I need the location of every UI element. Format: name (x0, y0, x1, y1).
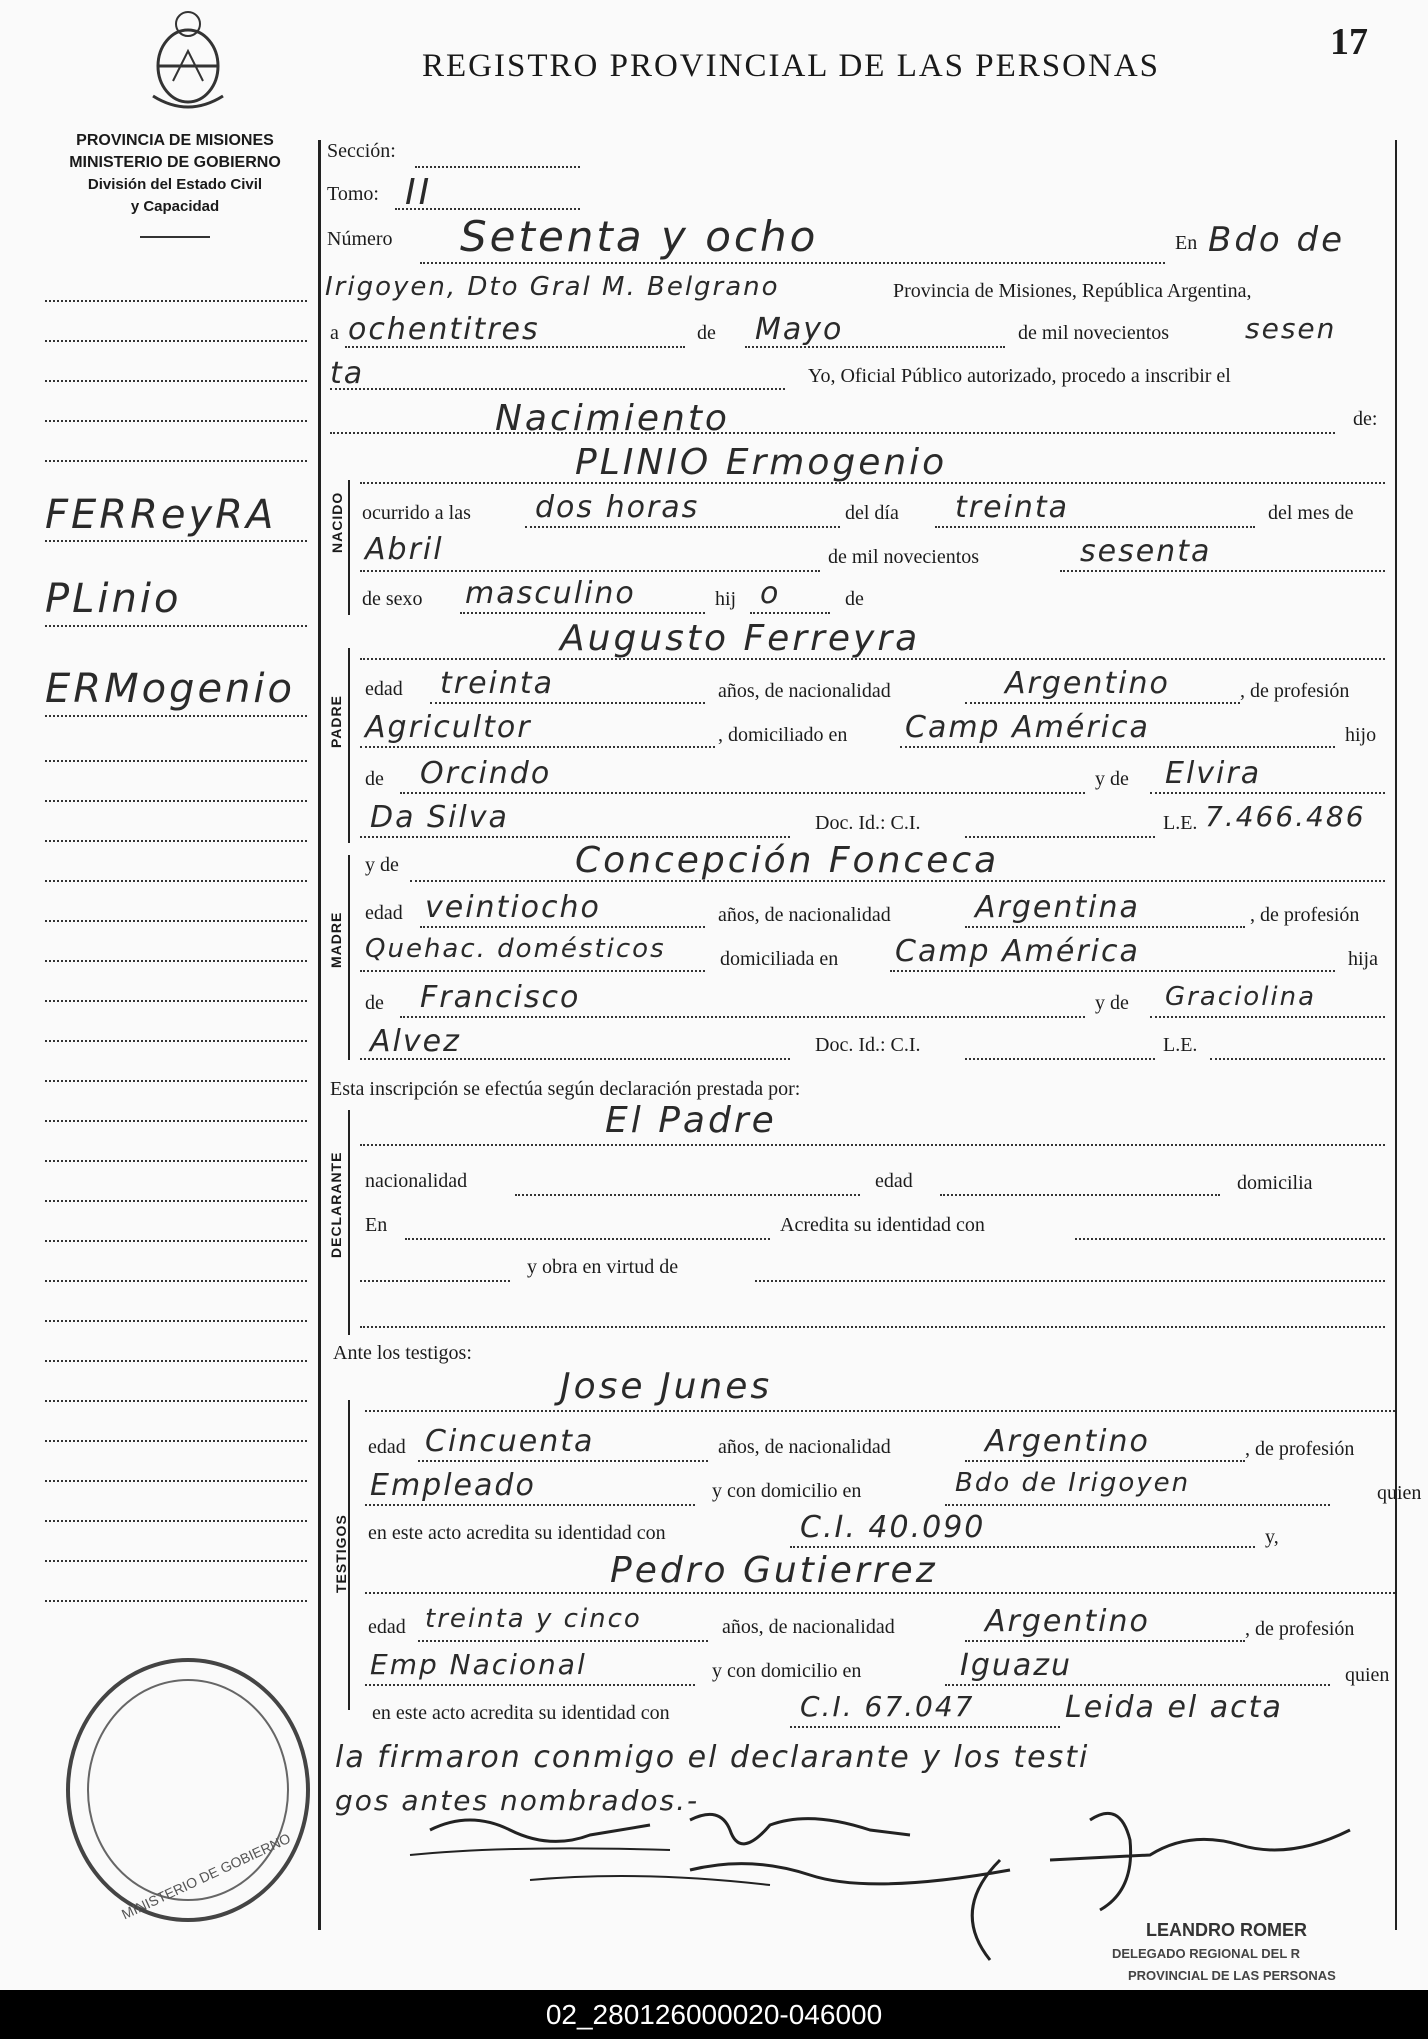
field-line (965, 836, 1155, 838)
margin-line (45, 960, 307, 962)
label-anios-nac: años, de nacionalidad (718, 680, 891, 702)
margin-line (45, 1480, 307, 1482)
field-line (360, 1144, 1385, 1146)
label-y-de: y de (365, 854, 399, 876)
field-line (750, 612, 830, 614)
field-line (360, 570, 820, 572)
field-line (415, 166, 580, 168)
label-edad: edad (875, 1170, 913, 1192)
value-madre-madre2: Alvez (370, 1024, 461, 1059)
field-line (890, 970, 1335, 972)
issuer-line: PROVINCIA DE MISIONES (76, 132, 274, 149)
value-padre-dom: Camp América (905, 710, 1150, 745)
value-padre-madre: Elvira (1165, 756, 1262, 791)
margin-line (45, 1400, 307, 1402)
official-title: PROVINCIAL DE LAS PERSONAS (1128, 1968, 1336, 1983)
section-bracket (348, 648, 350, 843)
value-hora: dos horas (535, 490, 700, 525)
label-testigos: Ante los testigos: (333, 1342, 472, 1364)
label-de: de (697, 322, 716, 344)
field-line (418, 1460, 708, 1462)
field-line (330, 388, 785, 390)
label-a: a (330, 322, 339, 344)
margin-line (45, 1000, 307, 1002)
label-profesion: , de profesión (1250, 904, 1360, 926)
label-doc: Doc. Id.: C.I. (815, 812, 921, 834)
field-line (1150, 1016, 1385, 1018)
field-line (360, 970, 705, 972)
page-title: REGISTRO PROVINCIAL DE LAS PERSONAS (422, 48, 1161, 84)
label-edad: edad (368, 1616, 406, 1638)
label-doc: Doc. Id.: C.I. (815, 1034, 921, 1056)
official-title: DELEGADO REGIONAL DEL R (1112, 1946, 1301, 1961)
value-t2-edad: treinta y cinco (425, 1604, 642, 1634)
label-ocurrido: ocurrido a las (362, 502, 471, 524)
field-line (360, 658, 1385, 660)
value-t2-prof: Emp Nacional (370, 1648, 587, 1681)
value-madre-edad: veintiocho (425, 890, 601, 925)
field-line (1210, 1058, 1385, 1060)
margin-line (45, 1600, 307, 1602)
field-line (965, 1640, 1245, 1642)
margin-line (45, 920, 307, 922)
label-con-dom: y con domicilio en (712, 1480, 862, 1502)
field-line (360, 1280, 510, 1282)
margin-line (45, 300, 307, 302)
field-line (460, 612, 705, 614)
margin-surname: FERReyRA (45, 492, 277, 538)
field-line (405, 1238, 770, 1240)
field-line (515, 1194, 860, 1196)
value-t2-doc: C.I. 67.047 (800, 1690, 975, 1723)
section-padre: PADRE (328, 695, 344, 748)
file-id-footer: 02_280126000020-046000 (0, 1990, 1428, 2039)
field-line (420, 262, 1165, 264)
label-con-dom: y con domicilio en (712, 1660, 862, 1682)
margin-line (45, 1240, 307, 1242)
label-acto: en este acto acredita su identidad con (372, 1702, 670, 1724)
margin-line (45, 540, 307, 542)
field-line (365, 1504, 695, 1506)
margin-line (45, 340, 307, 342)
issuer-line: y Capacidad (130, 198, 220, 215)
label-le: L.E. (1163, 1034, 1198, 1056)
value-acto: Nacimiento (495, 398, 730, 439)
label-profesion: , de profesión (1245, 1618, 1355, 1640)
value-anio-cont: ta (330, 356, 365, 391)
label-yo: Yo, Oficial Público autorizado, procedo a inscribir el (808, 365, 1231, 387)
label-le: L.E. (1163, 812, 1198, 834)
value-testigo2: Pedro Gutierrez (610, 1550, 938, 1591)
field-line (1075, 1238, 1385, 1240)
section-bracket (348, 1110, 350, 1335)
margin-line (45, 460, 307, 462)
margin-name: ERMogenio (45, 666, 295, 712)
field-line (965, 1460, 1245, 1462)
section-nacido: NACIDO (329, 491, 345, 553)
field-line (790, 1546, 1255, 1548)
field-line (745, 346, 1005, 348)
field-line (400, 792, 1085, 794)
section-declarante: DECLARANTE (328, 1151, 344, 1258)
value-t1-dom: Bdo de Irigoyen (955, 1468, 1191, 1498)
margin-line (45, 1040, 307, 1042)
label-provincia: Provincia de Misiones, República Argentina, (893, 280, 1252, 302)
section-bracket (348, 480, 350, 615)
value-padre-le: 7.466.486 (1205, 800, 1366, 833)
margin-line (45, 1120, 307, 1122)
field-line (945, 1504, 1330, 1506)
label-del-mes: del mes de (1268, 502, 1354, 524)
field-line (410, 880, 1385, 882)
field-line (330, 432, 1335, 434)
value-sexo: masculino (465, 576, 636, 611)
field-line (365, 1684, 695, 1686)
margin-line (45, 800, 307, 802)
official-name: LEANDRO ROMER (1146, 1920, 1307, 1940)
value-declarante: El Padre (605, 1100, 777, 1141)
label-profesion: , de profesión (1240, 680, 1350, 702)
field-line (935, 526, 1255, 528)
margin-line (45, 625, 307, 627)
section-testigos: TESTIGOS (333, 1514, 349, 1593)
value-madre-prof: Quehac. domésticos (365, 934, 666, 964)
margin-line (45, 380, 307, 382)
label-nacionalidad: nacionalidad (365, 1170, 468, 1192)
field-line (790, 1726, 1060, 1728)
section-bracket (348, 855, 350, 1060)
margin-name: PLinio (45, 576, 182, 622)
value-dia: ochentitres (348, 312, 540, 347)
field-line (418, 1640, 708, 1642)
value-tomo: II (405, 172, 433, 213)
field-line (365, 1410, 1395, 1412)
value-anio: sesen (1245, 312, 1337, 345)
label-en: En (365, 1214, 388, 1236)
value-mes-nac: Abril (365, 532, 444, 567)
label-sexo: de sexo (362, 588, 423, 610)
field-line (1150, 792, 1385, 794)
value-t2-nac: Argentino (985, 1604, 1150, 1639)
field-line (1060, 570, 1385, 572)
label-y-de: y de (1095, 992, 1129, 1014)
field-line (945, 1684, 1330, 1686)
label-de: de (365, 768, 384, 790)
value-numero: Setenta y ocho (460, 212, 819, 261)
field-line (345, 346, 685, 348)
field-line (395, 208, 580, 210)
value-t1-nac: Argentino (985, 1424, 1150, 1459)
value-anio-nac: sesenta (1080, 534, 1212, 569)
value-madre-madre: Graciolina (1165, 982, 1317, 1012)
label-y-de: y de (1095, 768, 1129, 790)
label-mil-novecientos: de mil novecientos (1018, 322, 1170, 344)
field-line (360, 746, 715, 748)
value-padre: Augusto Ferreyra (560, 618, 921, 659)
label-edad: edad (368, 1436, 406, 1458)
label-de: de (365, 992, 384, 1014)
value-hij-o: o (760, 576, 781, 611)
value-t1-prof: Empleado (370, 1468, 536, 1503)
value-t1-edad: Cincuenta (425, 1424, 595, 1459)
field-line (965, 1058, 1155, 1060)
margin-line (45, 1280, 307, 1282)
coat-of-arms-icon (143, 6, 233, 116)
label-de2: de: (1353, 408, 1378, 430)
label-domiciliado: , domiciliado en (718, 724, 848, 746)
label-obra: y obra en virtud de (527, 1256, 679, 1278)
margin-line (45, 1200, 307, 1202)
field-line (965, 702, 1240, 704)
margin-rule (318, 140, 321, 1930)
issuer-line: División del Estado Civil (87, 176, 263, 193)
margin-line (45, 1440, 307, 1442)
margin-line (45, 1080, 307, 1082)
value-t2-dom: Iguazu (960, 1648, 1073, 1683)
margin-line (45, 760, 307, 762)
divider (140, 236, 210, 238)
label-seccion: Sección: (327, 140, 396, 162)
label-quien: quien (1345, 1664, 1390, 1686)
field-line (420, 926, 705, 928)
margin-line (45, 1160, 307, 1162)
label-anios-nac: años, de nacionalidad (718, 1436, 891, 1458)
label-de: de (845, 588, 864, 610)
value-madre: Concepción Fonceca (575, 840, 1000, 881)
margin-line (45, 1520, 307, 1522)
value-nombre: PLINIO Ermogenio (575, 442, 948, 483)
margin-line (45, 420, 307, 422)
field-line (360, 1058, 790, 1060)
field-line (900, 746, 1335, 748)
label-quien: quien (1377, 1482, 1422, 1504)
value-padre-prof: Agricultor (365, 710, 532, 745)
label-domiciliada: domiciliada en (720, 948, 839, 970)
label-anios-nac: años, de nacionalidad (718, 904, 891, 926)
value-t1-doc: C.I. 40.090 (800, 1510, 986, 1545)
field-line (940, 1194, 1220, 1196)
label-hij: hij (715, 588, 737, 610)
margin-line (45, 715, 307, 717)
value-padre-madre2: Da Silva (370, 800, 509, 835)
field-line (755, 1280, 1385, 1282)
field-line (360, 836, 790, 838)
label-edad: edad (365, 678, 403, 700)
value-madre-hija-de: Francisco (420, 980, 581, 1015)
label-numero: Número (327, 228, 393, 250)
right-rule (1395, 140, 1397, 1930)
label-hija: hija (1348, 948, 1378, 970)
label-en: En (1175, 232, 1198, 254)
label-inscripcion: Esta inscripción se efectúa según declaración prestada por: (330, 1078, 801, 1100)
value-padre-hijo-de: Orcindo (420, 756, 552, 791)
label-domicilia: domicilia (1237, 1172, 1313, 1194)
margin-line (45, 880, 307, 882)
issuer-line: MINISTERIO DE GOBIERNO (69, 154, 281, 171)
margin-line (45, 1320, 307, 1322)
label-acto: en este acto acredita su identidad con (368, 1522, 666, 1544)
label-tomo: Tomo: (327, 183, 379, 205)
section-madre: MADRE (328, 911, 344, 968)
issuer-block (45, 130, 305, 218)
value-madre-nac: Argentina (975, 890, 1140, 925)
label-del-dia: del día (845, 502, 899, 524)
margin-line (45, 1560, 307, 1562)
value-padre-nac: Argentino (1005, 666, 1170, 701)
label-profesion: , de profesión (1245, 1438, 1355, 1460)
label-hijo: hijo (1345, 724, 1377, 746)
value-en: Bdo de (1208, 220, 1346, 260)
label-anios-nac: años, de nacionalidad (722, 1616, 895, 1638)
value-mes: Mayo (755, 312, 844, 347)
label-mil-novecientos: de mil novecientos (828, 546, 980, 568)
svg-text:MINISTERIO DE GOBIERNO: MINISTERIO DE GOBIERNO (119, 1829, 293, 1923)
field-line (400, 1016, 1085, 1018)
value-leida: Leida el acta (1065, 1690, 1283, 1725)
field-line (965, 926, 1245, 928)
label-y: y, (1265, 1526, 1279, 1548)
value-cierre-2: gos antes nombrados.- (335, 1784, 700, 1817)
value-localidad: Irigoyen, Dto Gral M. Belgrano (325, 272, 780, 302)
field-line (430, 702, 705, 704)
page-number: 17 (1330, 21, 1368, 63)
field-line (525, 526, 840, 528)
value-dia-nac: treinta (955, 490, 1070, 525)
label-acredita: Acredita su identidad con (780, 1214, 985, 1236)
official-seal-icon (58, 1650, 318, 1930)
margin-line (45, 840, 307, 842)
label-edad: edad (365, 902, 403, 924)
margin-line (45, 1360, 307, 1362)
field-line (360, 1326, 1385, 1328)
value-testigo1: Jose Junes (560, 1366, 773, 1407)
field-line (360, 482, 1385, 484)
field-line (365, 1592, 1395, 1594)
value-cierre-1: la firmaron conmigo el declarante y los testi (335, 1740, 1090, 1775)
value-padre-edad: treinta (440, 666, 555, 701)
value-madre-dom: Camp América (895, 934, 1140, 969)
